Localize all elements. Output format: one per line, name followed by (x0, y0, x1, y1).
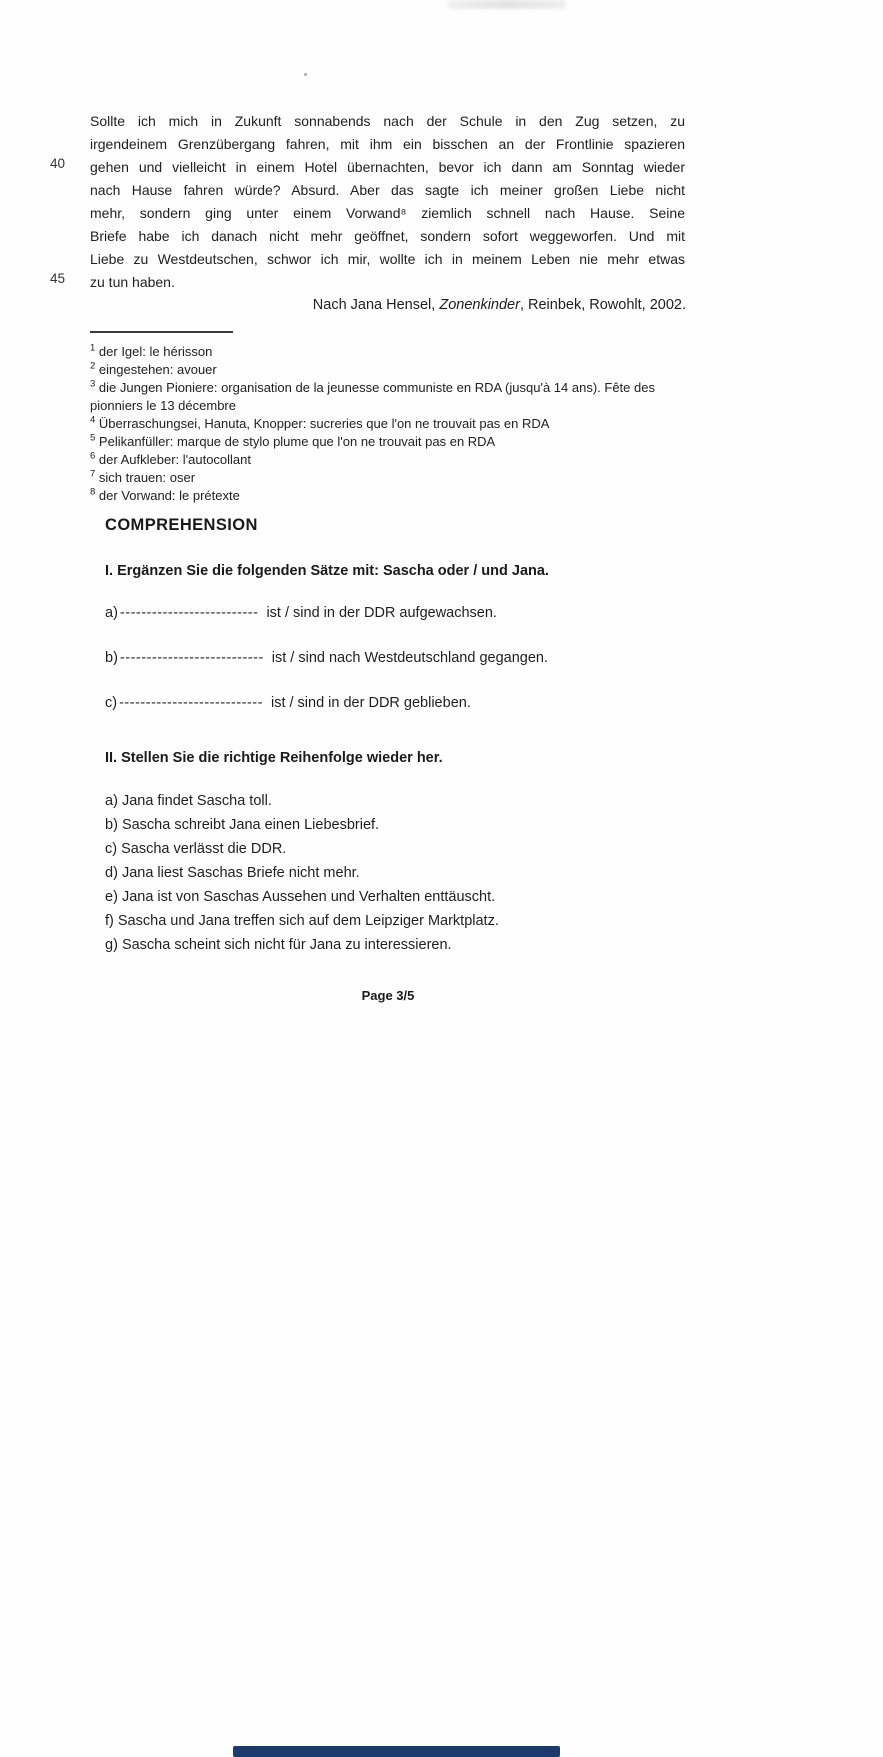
footnote-text: eingestehen: avouer (98, 362, 217, 377)
exercise-2-item-f (105, 909, 499, 933)
item-label: d) (105, 865, 118, 881)
exercise-2-item-c (105, 837, 499, 861)
passage-line: nach Hause fahren würde? Absurd. Aber das sagte ich meiner großen Liebe nicht (90, 182, 685, 198)
footnote-number: 4 (90, 414, 96, 426)
item-text: Jana liest Saschas Briefe nicht mehr. (121, 865, 360, 881)
footnote-text: der Aufkleber: l'autocollant (98, 452, 251, 467)
comprehension-heading: COMPREHENSION (105, 516, 258, 534)
item-label: b) (105, 650, 118, 666)
fill-in-blank: --------------------------- (119, 695, 263, 711)
scan-dot-artifact (304, 73, 307, 76)
item-label: b) (105, 817, 118, 833)
footnote-number: 7 (90, 468, 96, 480)
exercise-1-items (105, 604, 548, 739)
footnote-number: 3 (90, 378, 96, 390)
footnote-item (90, 487, 692, 505)
passage-line: zu tun haben. (90, 274, 175, 290)
footnote-item (90, 469, 692, 487)
page-number: Page 3/5 (361, 988, 415, 1003)
scan-smudge-artifact (448, 0, 566, 9)
footnote-text: der Igel: le hérisson (98, 344, 213, 359)
item-text: ist / sind in der DDR geblieben. (270, 695, 471, 711)
exercise-1-item-a (105, 604, 548, 623)
margin-line-number-45: 45 (50, 271, 66, 286)
item-text: Jana ist von Saschas Aussehen und Verhalten enttäuscht. (121, 889, 496, 905)
item-text: Jana findet Sascha toll. (121, 793, 272, 809)
fill-in-blank: -------------------------- (119, 605, 259, 621)
exercise-2-item-e (105, 885, 499, 909)
item-text: Sascha und Jana treffen sich auf dem Leipziger Marktplatz. (117, 913, 499, 929)
footnote-item (90, 379, 692, 415)
reading-passage (90, 110, 685, 294)
footnotes-list (90, 343, 692, 505)
item-label: g) (105, 937, 118, 953)
footnote-divider-rule (90, 331, 233, 333)
item-label: c) (105, 695, 118, 711)
attribution-book-title: Zonenkinder (439, 297, 520, 313)
footnote-text: die Jungen Pioniere: organisation de la jeunesse communiste en RDA (jusqu'à 14 ans). Fête des pionniers le 13 décembre (90, 380, 655, 413)
footnote-item (90, 433, 692, 451)
exercise-2-item-g (105, 933, 499, 957)
footnote-item (90, 361, 692, 379)
footnote-text: Pelikanfüller: marque de stylo plume que l'on ne trouvait pas en RDA (98, 434, 496, 449)
fill-in-blank: --------------------------- (119, 650, 264, 666)
passage-line: mehr, sondern ging unter einem Vorwand⁸ ziemlich schnell nach Hause. Seine (90, 205, 685, 221)
footnote-number: 2 (90, 360, 96, 372)
attribution-suffix: , Reinbek, Rowohlt, 2002. (519, 297, 686, 313)
exercise-2-item-a (105, 789, 499, 813)
item-label: a) (105, 605, 118, 621)
footnote-text: Überraschungsei, Hanuta, Knopper: sucreries que l'on ne trouvait pas en RDA (98, 416, 550, 431)
footnote-item (90, 343, 692, 361)
passage-line: gehen und vielleicht in einem Hotel übernachten, bevor ich dann am Sonntag wieder (90, 159, 685, 175)
footnote-item (90, 415, 692, 433)
footnote-number: 6 (90, 450, 96, 462)
item-text: Sascha schreibt Jana einen Liebesbrief. (121, 817, 380, 833)
margin-line-number-40: 40 (50, 156, 66, 171)
item-text: Sascha scheint sich nicht für Jana zu interessieren. (121, 937, 452, 953)
item-label: a) (105, 793, 118, 809)
exercise-1-heading: I. Ergänzen Sie die folgenden Sätze mit: Sascha oder / und Jana. (105, 563, 549, 579)
passage-line: Liebe zu Westdeutschen, schwor ich mir, wollte ich in meinem Leben nie mehr etwas (90, 251, 685, 267)
exercise-1-item-c (105, 694, 548, 713)
item-text: ist / sind nach Westdeutschland gegangen. (271, 650, 549, 666)
item-text: Sascha verlässt die DDR. (121, 841, 287, 857)
exercise-2-items (105, 789, 499, 957)
passage-line: Briefe habe ich danach nicht mehr geöffnet, sondern sofort weggeworfen. Und mit (90, 228, 685, 244)
footnote-number: 1 (90, 342, 96, 354)
item-label: e) (105, 889, 118, 905)
exercise-2-heading: II. Stellen Sie die richtige Reihenfolge wieder her. (105, 750, 443, 766)
passage-line: irgendeinem Grenzübergang fahren, mit ihm ein bisschen an der Frontlinie spazieren (90, 136, 685, 152)
exercise-2-item-d (105, 861, 499, 885)
item-label: c) (105, 841, 118, 857)
footnote-number: 5 (90, 432, 96, 444)
item-label: f) (105, 913, 114, 929)
attribution-prefix: Nach Jana Hensel, (312, 297, 440, 313)
footnote-item (90, 451, 692, 469)
item-text: ist / sind in der DDR aufgewachsen. (266, 605, 497, 621)
footnote-text: sich trauen: oser (98, 470, 196, 485)
passage-line: Sollte ich mich in Zukunft sonnabends nach der Schule in den Zug setzen, zu (90, 113, 685, 129)
scan-bar-artifact (233, 1746, 560, 1757)
footnote-text: der Vorwand: le prétexte (98, 488, 240, 503)
exercise-1-item-b (105, 649, 548, 668)
exercise-2-item-b (105, 813, 499, 837)
source-attribution (90, 297, 686, 313)
footnote-number: 8 (90, 486, 96, 498)
